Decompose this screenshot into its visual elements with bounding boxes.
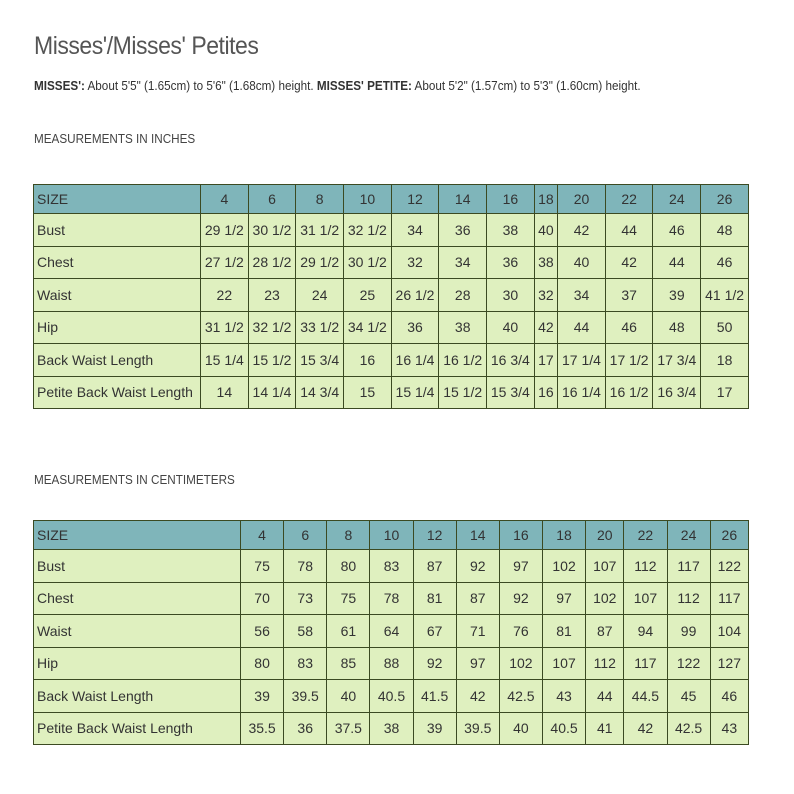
table-row xyxy=(34,582,749,615)
measurement-cell: 17 xyxy=(701,376,749,409)
measurement-cell: 92 xyxy=(413,647,456,680)
measurement-cell: 48 xyxy=(653,311,701,344)
measurement-cell: 50 xyxy=(701,311,749,344)
measurement-cell: 117 xyxy=(624,647,667,680)
measurement-cell: 17 1/4 xyxy=(558,344,606,377)
centimeters-section-label: MEASUREMENTS IN CENTIMETERS xyxy=(34,472,235,487)
measurement-cell: 16 1/2 xyxy=(439,344,487,377)
measurement-cell: 17 3/4 xyxy=(653,344,701,377)
measurement-cell: 15 xyxy=(344,376,392,409)
measurement-cell: 42 xyxy=(624,712,667,745)
row-label: Waist xyxy=(34,615,241,648)
measurement-cell: 30 1/2 xyxy=(248,214,296,247)
table-row xyxy=(34,246,749,279)
size-header-14: 14 xyxy=(439,185,487,214)
measurement-cell: 22 xyxy=(201,279,249,312)
measurement-cell: 38 xyxy=(370,712,413,745)
row-label: Petite Back Waist Length xyxy=(34,712,241,745)
measurement-cell: 80 xyxy=(241,647,284,680)
measurement-cell: 70 xyxy=(241,582,284,615)
table-row xyxy=(34,376,749,409)
measurement-cell: 40 xyxy=(499,712,542,745)
page-title: Misses'/Misses' Petites xyxy=(34,32,259,60)
measurement-cell: 107 xyxy=(542,647,585,680)
measurement-cell: 112 xyxy=(624,550,667,583)
measurement-cell: 40.5 xyxy=(370,680,413,713)
row-label: Back Waist Length xyxy=(34,680,241,713)
measurement-cell: 44 xyxy=(653,246,701,279)
measurement-cell: 32 1/2 xyxy=(344,214,392,247)
measurement-cell: 88 xyxy=(370,647,413,680)
measurement-cell: 41.5 xyxy=(413,680,456,713)
size-header-16: 16 xyxy=(499,521,542,550)
measurement-cell: 29 1/2 xyxy=(201,214,249,247)
size-header-26: 26 xyxy=(710,521,748,550)
measurement-cell: 78 xyxy=(370,582,413,615)
size-header-label: SIZE xyxy=(34,185,201,214)
measurement-cell: 38 xyxy=(534,246,557,279)
measurement-cell: 44 xyxy=(558,311,606,344)
size-header-10: 10 xyxy=(344,185,392,214)
measurement-cell: 112 xyxy=(586,647,624,680)
row-label: Chest xyxy=(34,246,201,279)
measurement-cell: 33 1/2 xyxy=(296,311,344,344)
measurement-cell: 42 xyxy=(534,311,557,344)
size-header-6: 6 xyxy=(248,185,296,214)
measurement-cell: 38 xyxy=(487,214,535,247)
measurement-cell: 67 xyxy=(413,615,456,648)
height-description xyxy=(34,78,641,93)
inches-section-label: MEASUREMENTS IN INCHES xyxy=(34,131,196,146)
measurement-cell: 46 xyxy=(710,680,748,713)
measurement-cell: 83 xyxy=(370,550,413,583)
measurement-cell: 127 xyxy=(710,647,748,680)
measurement-cell: 87 xyxy=(413,550,456,583)
measurement-cell: 32 xyxy=(391,246,439,279)
size-header-8: 8 xyxy=(327,521,370,550)
size-header-22: 22 xyxy=(605,185,653,214)
table-row xyxy=(34,214,749,247)
measurement-cell: 28 xyxy=(439,279,487,312)
measurement-cell: 45 xyxy=(667,680,710,713)
measurement-cell: 16 3/4 xyxy=(487,344,535,377)
measurement-cell: 102 xyxy=(586,582,624,615)
measurement-cell: 117 xyxy=(667,550,710,583)
measurement-cell: 92 xyxy=(499,582,542,615)
measurement-cell: 14 3/4 xyxy=(296,376,344,409)
measurement-cell: 36 xyxy=(391,311,439,344)
measurement-cell: 16 xyxy=(534,376,557,409)
misses-height-text: About 5'5" (1.65cm) to 5'6" (1.68cm) height. xyxy=(84,78,317,93)
measurement-cell: 15 3/4 xyxy=(487,376,535,409)
measurement-cell: 34 xyxy=(391,214,439,247)
measurement-cell: 42 xyxy=(558,214,606,247)
measurement-cell: 14 xyxy=(201,376,249,409)
measurement-cell: 25 xyxy=(344,279,392,312)
measurement-cell: 97 xyxy=(499,550,542,583)
measurement-cell: 75 xyxy=(241,550,284,583)
measurement-cell: 92 xyxy=(456,550,499,583)
measurement-cell: 94 xyxy=(624,615,667,648)
table-row xyxy=(34,550,749,583)
measurement-cell: 31 1/2 xyxy=(296,214,344,247)
row-label: Chest xyxy=(34,582,241,615)
measurement-cell: 97 xyxy=(542,582,585,615)
measurement-cell: 32 1/2 xyxy=(248,311,296,344)
size-header-24: 24 xyxy=(667,521,710,550)
measurement-cell: 16 xyxy=(344,344,392,377)
measurement-cell: 24 xyxy=(296,279,344,312)
measurement-cell: 15 1/4 xyxy=(201,344,249,377)
measurement-cell: 15 1/2 xyxy=(439,376,487,409)
measurement-cell: 30 1/2 xyxy=(344,246,392,279)
measurement-cell: 46 xyxy=(701,246,749,279)
measurement-cell: 39 xyxy=(413,712,456,745)
measurement-cell: 39 xyxy=(241,680,284,713)
row-label: Waist xyxy=(34,279,201,312)
measurement-cell: 34 xyxy=(439,246,487,279)
petite-label: MISSES' PETITE: xyxy=(316,78,412,93)
row-label: Back Waist Length xyxy=(34,344,201,377)
table-row xyxy=(34,311,749,344)
size-header-18: 18 xyxy=(534,185,557,214)
measurement-cell: 15 1/2 xyxy=(248,344,296,377)
measurement-cell: 23 xyxy=(248,279,296,312)
size-header-4: 4 xyxy=(241,521,284,550)
measurement-cell: 46 xyxy=(605,311,653,344)
measurement-cell: 39 xyxy=(653,279,701,312)
measurement-cell: 15 3/4 xyxy=(296,344,344,377)
measurement-cell: 32 xyxy=(534,279,557,312)
size-header-18: 18 xyxy=(542,521,585,550)
row-label: Bust xyxy=(34,550,241,583)
measurement-cell: 102 xyxy=(542,550,585,583)
row-label: Petite Back Waist Length xyxy=(34,376,201,409)
measurement-cell: 46 xyxy=(653,214,701,247)
measurement-cell: 76 xyxy=(499,615,542,648)
measurement-cell: 117 xyxy=(710,582,748,615)
measurement-cell: 26 1/2 xyxy=(391,279,439,312)
measurement-cell: 39.5 xyxy=(456,712,499,745)
measurement-cell: 44 xyxy=(586,680,624,713)
measurement-cell: 17 xyxy=(534,344,557,377)
measurement-cell: 85 xyxy=(327,647,370,680)
measurement-cell: 42.5 xyxy=(499,680,542,713)
measurement-cell: 15 1/4 xyxy=(391,376,439,409)
measurement-cell: 34 1/2 xyxy=(344,311,392,344)
measurement-cell: 80 xyxy=(327,550,370,583)
measurement-cell: 16 3/4 xyxy=(653,376,701,409)
row-label: Hip xyxy=(34,647,241,680)
table-row xyxy=(34,647,749,680)
measurement-cell: 71 xyxy=(456,615,499,648)
measurement-cell: 14 1/4 xyxy=(248,376,296,409)
measurement-cell: 41 1/2 xyxy=(701,279,749,312)
row-label: Bust xyxy=(34,214,201,247)
measurement-cell: 40 xyxy=(487,311,535,344)
size-header-20: 20 xyxy=(558,185,606,214)
measurement-cell: 37 xyxy=(605,279,653,312)
measurement-cell: 58 xyxy=(284,615,327,648)
measurement-cell: 42 xyxy=(456,680,499,713)
measurement-cell: 43 xyxy=(710,712,748,745)
size-header-label: SIZE xyxy=(34,521,241,550)
measurement-cell: 40 xyxy=(534,214,557,247)
table-header-row xyxy=(34,185,749,214)
measurement-cell: 36 xyxy=(284,712,327,745)
measurement-cell: 31 1/2 xyxy=(201,311,249,344)
size-header-24: 24 xyxy=(653,185,701,214)
measurement-cell: 27 1/2 xyxy=(201,246,249,279)
table-row xyxy=(34,680,749,713)
table-row xyxy=(34,712,749,745)
measurement-cell: 38 xyxy=(439,311,487,344)
measurement-cell: 87 xyxy=(586,615,624,648)
measurement-cell: 18 xyxy=(701,344,749,377)
size-header-4: 4 xyxy=(201,185,249,214)
measurement-cell: 16 1/2 xyxy=(605,376,653,409)
measurement-cell: 104 xyxy=(710,615,748,648)
measurement-cell: 41 xyxy=(586,712,624,745)
table-row xyxy=(34,615,749,648)
measurement-cell: 122 xyxy=(667,647,710,680)
table-row xyxy=(34,279,749,312)
size-header-12: 12 xyxy=(391,185,439,214)
size-header-14: 14 xyxy=(456,521,499,550)
size-header-8: 8 xyxy=(296,185,344,214)
measurement-cell: 75 xyxy=(327,582,370,615)
measurement-cell: 28 1/2 xyxy=(248,246,296,279)
measurement-cell: 56 xyxy=(241,615,284,648)
measurement-cell: 37.5 xyxy=(327,712,370,745)
measurement-cell: 43 xyxy=(542,680,585,713)
measurement-cell: 83 xyxy=(284,647,327,680)
measurement-cell: 78 xyxy=(284,550,327,583)
measurement-cell: 81 xyxy=(542,615,585,648)
measurement-cell: 42.5 xyxy=(667,712,710,745)
measurement-cell: 99 xyxy=(667,615,710,648)
measurement-cell: 40.5 xyxy=(542,712,585,745)
table-row xyxy=(34,344,749,377)
measurement-cell: 61 xyxy=(327,615,370,648)
measurement-cell: 107 xyxy=(586,550,624,583)
measurement-cell: 35.5 xyxy=(241,712,284,745)
size-header-22: 22 xyxy=(624,521,667,550)
measurement-cell: 39.5 xyxy=(284,680,327,713)
measurement-cell: 73 xyxy=(284,582,327,615)
centimeters-size-table xyxy=(33,520,749,745)
row-label: Hip xyxy=(34,311,201,344)
measurement-cell: 34 xyxy=(558,279,606,312)
measurement-cell: 44.5 xyxy=(624,680,667,713)
measurement-cell: 17 1/2 xyxy=(605,344,653,377)
measurement-cell: 36 xyxy=(487,246,535,279)
measurement-cell: 81 xyxy=(413,582,456,615)
measurement-cell: 107 xyxy=(624,582,667,615)
measurement-cell: 48 xyxy=(701,214,749,247)
measurement-cell: 87 xyxy=(456,582,499,615)
measurement-cell: 64 xyxy=(370,615,413,648)
measurement-cell: 36 xyxy=(439,214,487,247)
measurement-cell: 16 1/4 xyxy=(558,376,606,409)
size-header-20: 20 xyxy=(586,521,624,550)
table-header-row xyxy=(34,521,749,550)
size-header-16: 16 xyxy=(487,185,535,214)
size-header-26: 26 xyxy=(701,185,749,214)
size-header-10: 10 xyxy=(370,521,413,550)
measurement-cell: 122 xyxy=(710,550,748,583)
misses-label: MISSES': xyxy=(34,78,85,93)
measurement-cell: 16 1/4 xyxy=(391,344,439,377)
measurement-cell: 40 xyxy=(327,680,370,713)
petite-height-text: About 5'2" (1.57cm) to 5'3" (1.60cm) height. xyxy=(411,78,641,93)
measurement-cell: 29 1/2 xyxy=(296,246,344,279)
inches-size-table xyxy=(33,184,749,409)
measurement-cell: 44 xyxy=(605,214,653,247)
size-header-6: 6 xyxy=(284,521,327,550)
measurement-cell: 112 xyxy=(667,582,710,615)
size-header-12: 12 xyxy=(413,521,456,550)
measurement-cell: 30 xyxy=(487,279,535,312)
measurement-cell: 42 xyxy=(605,246,653,279)
measurement-cell: 40 xyxy=(558,246,606,279)
measurement-cell: 97 xyxy=(456,647,499,680)
measurement-cell: 102 xyxy=(499,647,542,680)
